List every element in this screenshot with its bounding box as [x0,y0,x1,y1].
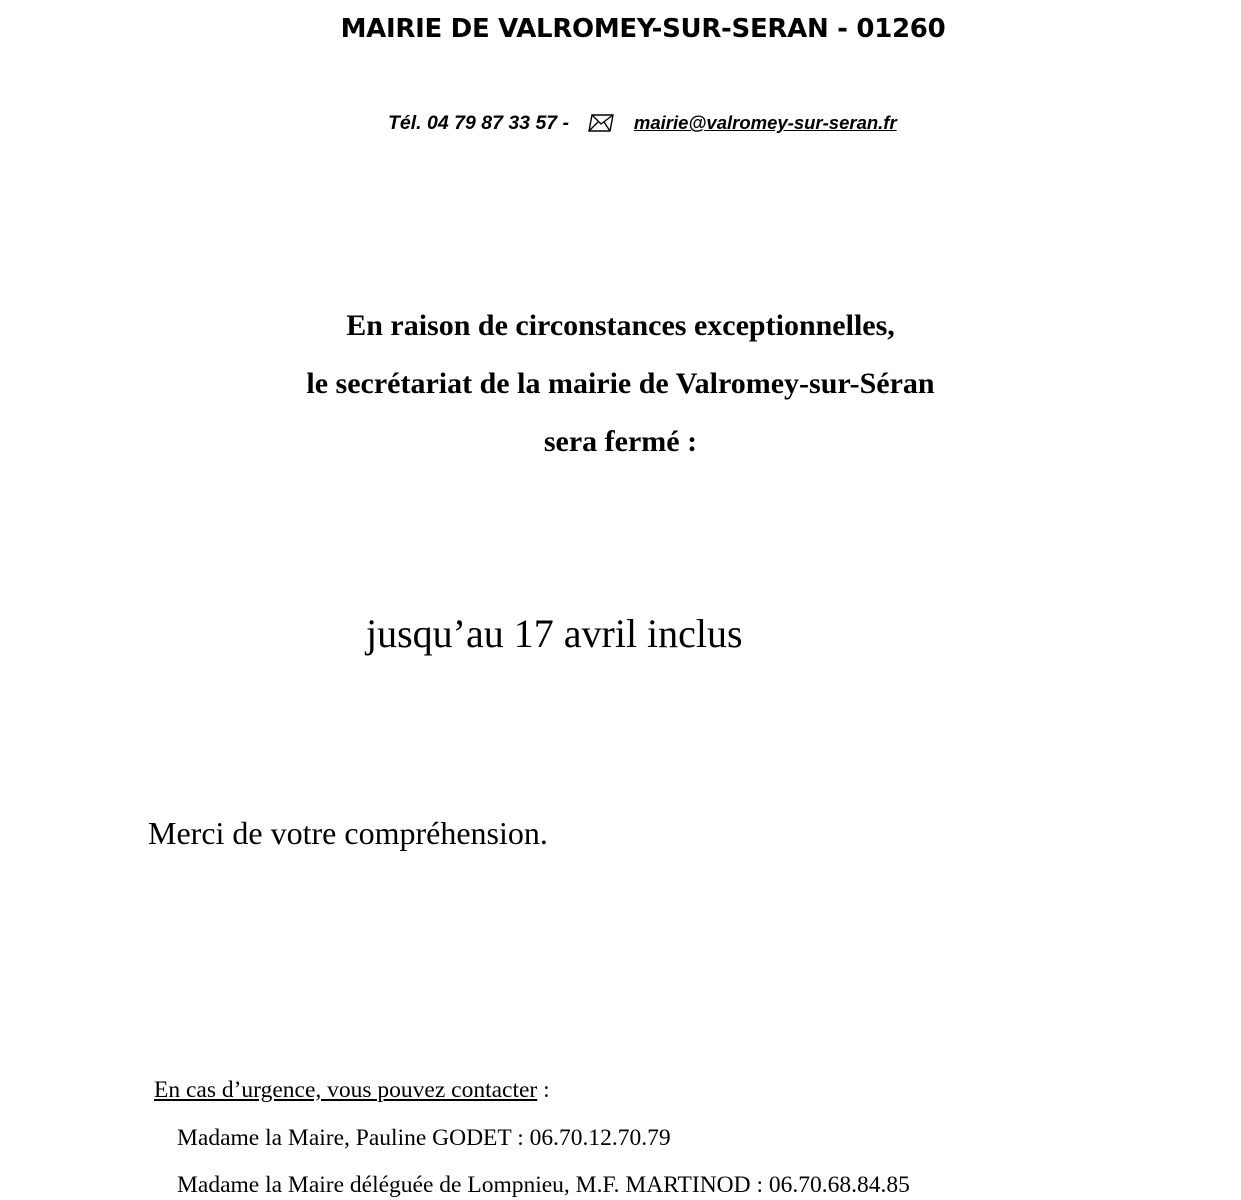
contact-line [388,112,897,138]
page-title: MAIRIE DE VALROMEY-SUR-SERAN - 01260 [340,14,946,44]
phone-text: Tél. 04 79 87 33 57 - [388,112,570,134]
envelope-icon [588,114,614,138]
notice-line-3: sera fermé : [543,425,698,458]
emergency-intro-label: En cas d’urgence, vous pouvez contacter [154,1077,538,1103]
closure-date: jusqu’au 17 avril inclus [366,611,743,656]
emergency-contact-deputy-mayor: Madame la Maire déléguée de Lompnieu, M.F. MARTINOD : 06.70.68.84.85 [177,1172,910,1198]
email-link[interactable]: mairie@valromey-sur-seran.fr [633,112,897,133]
emergency-intro-colon: : [537,1077,550,1103]
emergency-intro [154,1077,550,1104]
emergency-contact-mayor: Madame la Maire, Pauline GODET : 06.70.12.70.79 [177,1125,671,1151]
closure-notice [0,297,1241,471]
notice-line-1: En raison de circonstances exceptionnelles, [346,309,895,342]
notice-line-2: le secrétariat de la mairie de Valromey-sur-Séran [306,367,935,400]
thanks-text: Merci de votre compréhension. [148,815,548,851]
